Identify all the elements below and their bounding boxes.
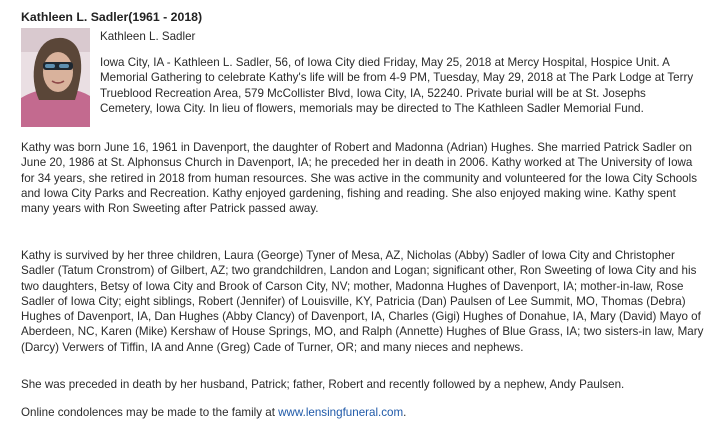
portrait-image <box>21 28 90 127</box>
condolences-paragraph <box>21 405 706 420</box>
condolences-period: . <box>403 406 407 419</box>
funeral-home-link[interactable]: www.lensingfuneral.com <box>278 406 404 419</box>
intro-paragraph: Iowa City, IA - Kathleen L. Sadler, 56, of Iowa City died Friday, May 25, 2018 at Mercy Hospital, Hospice Unit. A Memorial Gathering to celebrate Kathy's life will be from 4-9 PM, Tuesday, May 29, 2018 at The Park Lodge at Terry Trueblood Recreation Area, 579 McCollister Blvd, Iowa City, IA, 52240. Private burial will be at St. Josephs Cemetery, Iowa City. In lieu of flowers, memorials may be directed to The Kathleen Sadler Memorial Fund. <box>100 56 694 115</box>
condolences-text: Online condolences may be made to the family at <box>21 406 279 419</box>
portrait-photo <box>21 28 90 127</box>
page-title: Kathleen L. Sadler(1961 - 2018) <box>21 10 203 24</box>
survivors-paragraph: Kathy is survived by her three children, Laura (George) Tyner of Mesa, AZ, Nicholas (Abby) Sadler of Iowa City and Christopher Sadler (Tatum Cronstrom) of Gilbert, AZ; two grandchildren, Landon and Logan; significant other, Ron Sweeting of Iowa City and his two daughters, Betsy of Iowa City and Brook of Carson City, NV; mother, Madonna Hughes of Davenport, IA; mother-in-law, Rose Sadler of Iowa City; eight siblings, Robert (Jennifer) of Louisville, KY, Patricia (Dan) Paulsen of Lee Summit, MO, Thomas (Debra) Hughes of Davenport, IA, Dan Hughes (Abby Clancy) of Davenport, IA, Charles (Gigi) Hughes of Donahue, IA, Mary (David) Mayo of Aberdeen, NC, Karen (Mike) Kershaw of House Springs, MO, and Ralph (Annette) Hughes of Blue Grass, IA; two sisters-in law, Mary (Darcy) Verwers of Tiffin, IA and Anne (Greg) Cade of Turner, OR; and many nieces and nephews. <box>21 249 704 354</box>
deceased-name: Kathleen L. Sadler <box>100 30 196 43</box>
preceded-paragraph: She was preceded in death by her husband, Patrick; father, Robert and recently followed by a nephew, Andy Paulsen. <box>21 378 625 391</box>
biography-paragraph: Kathy was born June 16, 1961 in Davenport, the daughter of Robert and Madonna (Adrian) Hughes. She married Patrick Sadler on June 20, 1986 at St. Alphonsus Church in Davenport, IA; he preceded her in death in 2006. Kathy worked at The University of Iowa for 34 years, she retired in 2018 from human resources. She was active in the community and volunteered for the Iowa City Schools and Iowa City Parks and Recreation. Kathy enjoyed gardening, fishing and reading. She also enjoyed making wine. Kathy spent many years with Ron Sweeting after Patrick passed away. <box>21 141 697 216</box>
